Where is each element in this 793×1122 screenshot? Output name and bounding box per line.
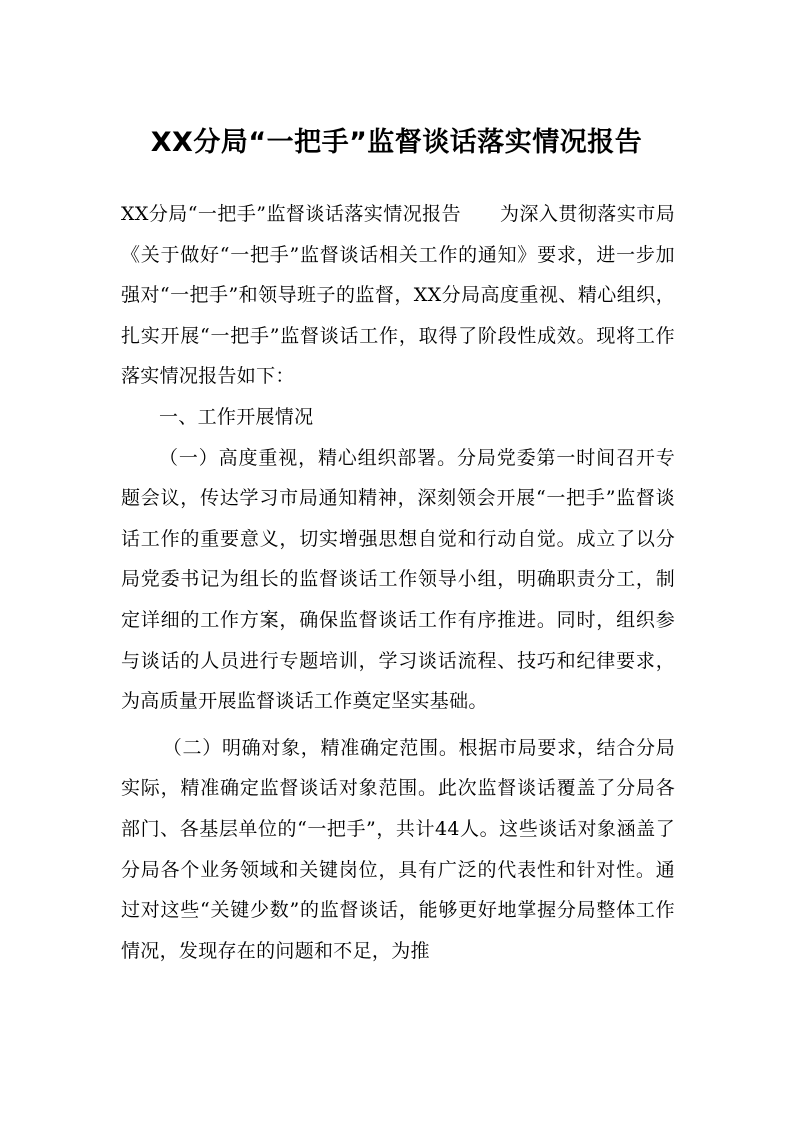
document-title: XX分局“一把手”监督谈话落实情况报告 xyxy=(150,127,643,158)
document-body xyxy=(121,194,675,971)
item-1-paragraph: （一）高度重视，精心组织部署。分局党委第一时间召开专题会议，传达学习市局通知精神，深刻领会开展“一把手”监督谈话工作的重要意义，切实增强思想自觉和行动自觉。成立了以分局党委书记为组长的监督谈话工作领导小组，明确职责分工，制定详细的工作方案，确保监督谈话工作有序推进。同时，组织参与谈话的人员进行专题培训，学习谈话流程、技巧和纪律要求，为高质量开展监督谈话工作奠定坚实基础。 xyxy=(121,446,675,713)
intro-paragraph: XX分局“一把手”监督谈话落实情况报告 为深入贯彻落实市局《关于做好“一把手”监督谈话相关工作的通知》要求，进一步加强对“一把手”和领导班子的监督，XX分局高度重视、精心组织，扎实开展“一把手”监督谈话工作，取得了阶段性成效。现将工作落实情况报告如下： xyxy=(121,203,675,388)
section-heading: 一、工作开展情况 xyxy=(159,405,314,428)
item-2-paragraph: （二）明确对象，精准确定范围。根据市局要求，结合分局实际，精准确定监督谈话对象范围。此次监督谈话覆盖了分局各部门、各基层单位的“一把手”，共计44人。这些谈话对象涵盖了分局各个业务领域和关键岗位，具有广泛的代表性和针对性。通过对这些“关键少数”的监督谈话，能够更好地掌握分局整体工作情况，发现存在的问题和不足，为推 xyxy=(121,736,675,962)
